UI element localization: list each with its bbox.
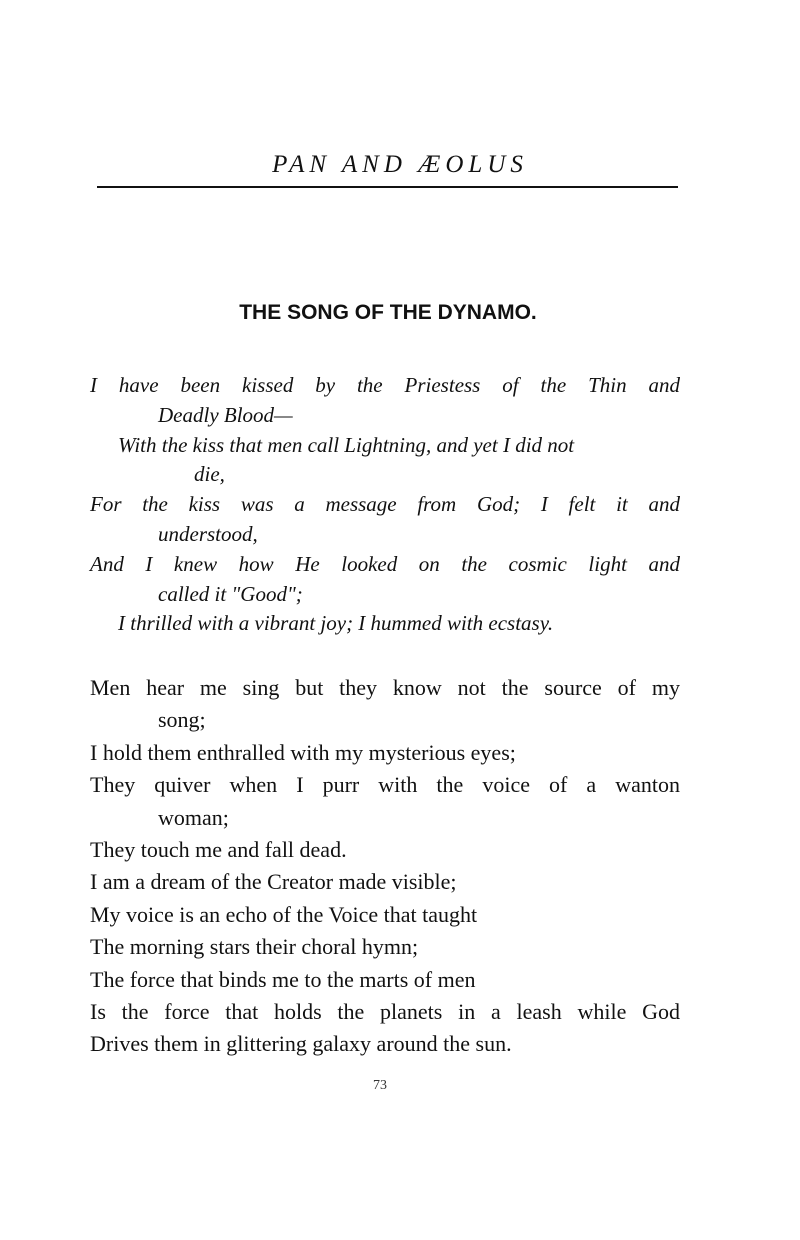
running-head: PAN AND ÆOLUS xyxy=(272,151,528,178)
poem-line: The morning stars their choral hymn; xyxy=(90,934,419,960)
poem-line: They touch me and fall dead. xyxy=(90,837,347,863)
poem-line: And I knew how He looked on the cosmic light and xyxy=(90,551,680,576)
poem-line: woman; xyxy=(158,804,229,830)
poem-line: Is the force that holds the planets in a leash while God xyxy=(90,999,680,1025)
poem-line: understood, xyxy=(158,521,258,546)
page-number: 73 xyxy=(373,1078,387,1093)
poem-title: THE SONG OF THE DYNAMO. xyxy=(239,301,537,324)
poem-line: called it "Good"; xyxy=(158,581,303,606)
poem-line: My voice is an echo of the Voice that taught xyxy=(90,901,478,927)
poem-line: song; xyxy=(158,707,206,733)
stanza-1 xyxy=(90,371,680,639)
poem-line: I thrilled with a vibrant joy; I hummed with ecstasy. xyxy=(118,611,554,636)
poem-line: With the kiss that men call Lightning, and yet I did not xyxy=(118,432,575,457)
poem-line: For the kiss was a message from God; I felt it and xyxy=(90,492,680,517)
poem-line: I have been kissed by the Priestess of the Thin and xyxy=(90,373,680,397)
poem-line: I am a dream of the Creator made visible; xyxy=(90,869,457,895)
poem-line: Drives them in glittering galaxy around the sun. xyxy=(90,1031,512,1057)
stanza-2 xyxy=(90,672,680,1061)
poem-line: Deadly Blood— xyxy=(158,402,293,427)
poem-line: die, xyxy=(194,462,225,487)
poem-line: They quiver when I purr with the voice of a wanton xyxy=(90,772,680,798)
poem-line: The force that binds me to the marts of men xyxy=(90,966,476,992)
poem-line: I hold them enthralled with my mysterious eyes; xyxy=(90,739,516,765)
header-rule xyxy=(97,186,678,188)
poem-line: Men hear me sing but they know not the source of my xyxy=(90,675,680,700)
